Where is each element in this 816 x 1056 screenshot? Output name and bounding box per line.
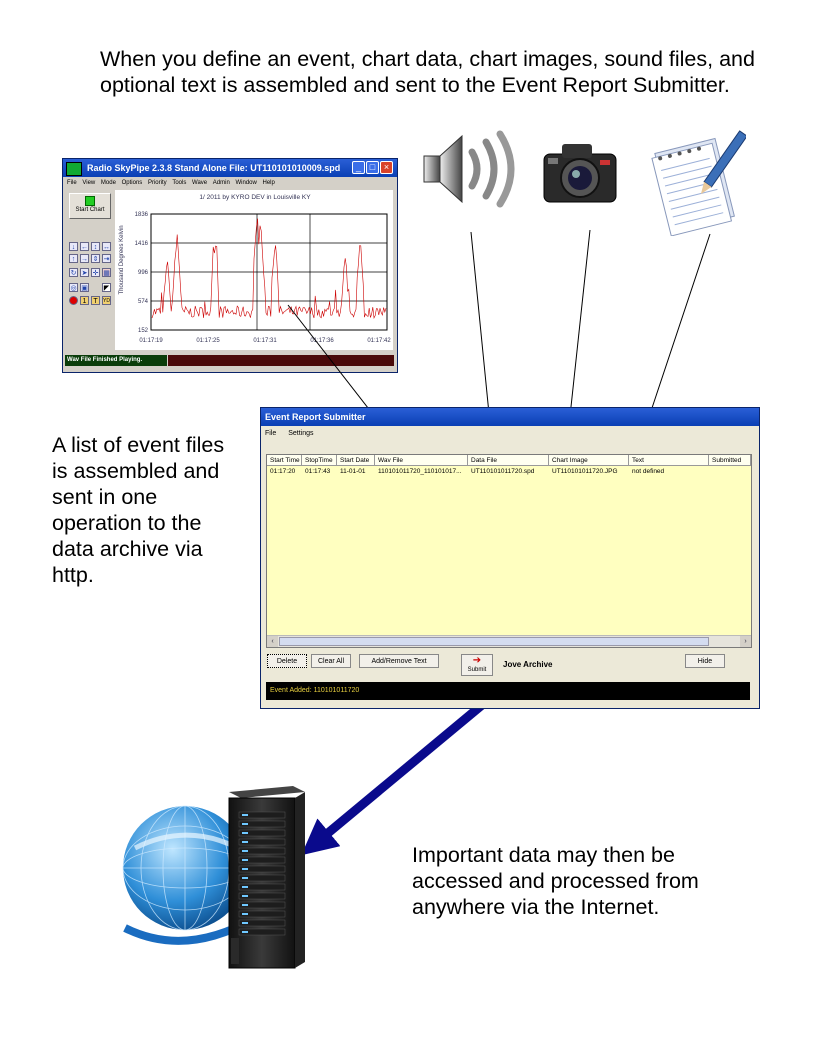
event-report-submitter-window [260,407,760,709]
col-submitted[interactable]: Submitted [709,455,751,466]
close-button[interactable]: × [380,161,393,174]
menu-priority[interactable]: Priority [147,180,167,186]
menu-tools[interactable]: Tools [172,180,187,186]
rack-led [242,904,248,906]
menu-help[interactable]: Help [262,180,275,186]
bottom-caption: Important data may then be accessed and processed from anywhere via the Internet. [412,843,699,919]
arrow-up-icon[interactable]: ↑ [69,254,78,263]
col-start-time[interactable]: Start Time [267,455,302,466]
tool-t-icon[interactable]: T [91,296,100,305]
y-tick-label: 1416 [134,241,148,247]
scroll-end-icon[interactable]: ⇥ [103,256,110,263]
table-cell[interactable]: 01:17:43 [305,468,331,475]
record-icon[interactable]: ● [69,296,78,305]
add-remove-text-button[interactable]: Add/Remove Text [359,654,439,668]
submit-arrow-icon: ➔ [472,655,482,666]
rack-led [242,814,248,816]
expand-horizontal-icon[interactable]: ↔ [103,244,110,251]
arrow-submit-to-server [322,700,488,838]
scroll-right-icon[interactable]: › [740,636,751,647]
rack-led [242,931,248,933]
server-icon [229,786,305,968]
tool-1-icon[interactable]: 1 [80,296,89,305]
menu-settings[interactable]: Settings [288,430,314,437]
start-chart-label: Start Chart [75,207,105,213]
table-cell[interactable]: 01:17:20 [270,468,296,475]
shrink-vertical-icon[interactable]: ⇕ [92,256,99,263]
maximize-button[interactable]: □ [366,161,379,174]
col-stop-time[interactable]: StopTime [302,455,337,466]
expand-vertical-icon[interactable]: ↕ [91,242,100,251]
archive-label: Jove Archive [503,660,553,669]
menu-options[interactable]: Options [121,180,143,186]
left-caption: A list of event files is assembled and sent in one operation to the data archive via http. [52,433,225,587]
y-tick-label: 996 [137,270,148,276]
refresh-icon[interactable]: ↻ [70,270,77,277]
rack-led [242,922,248,924]
skypipe-status: Wav File Finished Playing. [65,355,167,366]
arrow-left-icon[interactable]: ← [81,244,88,251]
submitter-status: Event Added: 110101011720 [266,682,750,700]
col-data-file[interactable]: Data File [468,455,549,466]
scrollbar-thumb[interactable] [279,637,709,646]
table-cell[interactable]: UT110101011720.JPG [552,468,618,475]
rack-led [242,877,248,879]
menu-window[interactable]: Window [235,180,257,186]
x-tick-label: 01:17:25 [196,338,220,344]
rack-led [242,841,248,843]
col-wav-file[interactable]: Wav File [375,455,468,466]
hide-button[interactable]: Hide [685,654,725,668]
rack-led [242,886,248,888]
arrow-right-icon[interactable]: → [81,256,88,263]
table-cell[interactable] [709,467,751,477]
rack-led [242,859,248,861]
x-tick-label: 01:17:31 [253,338,277,344]
chart-title: 1/ 2011 by KYRO DEV in Louisville KY [199,194,311,201]
delete-button[interactable]: Delete [267,654,307,668]
rack-led [242,823,248,825]
submit-label: Submit [467,667,487,673]
marker-icon[interactable]: ◤ [103,285,110,292]
scroll-left-icon[interactable]: ‹ [267,636,278,647]
x-tick-label: 01:17:42 [367,338,391,344]
horizontal-scrollbar[interactable] [267,635,751,647]
skypipe-title: Radio SkyPipe 2.3.8 Stand Alone File: UT110101010009.spd [87,163,341,173]
menu-wave[interactable]: Wave [192,180,208,186]
top-caption: When you define an event, chart data, chart images, sound files, and optional text is assembled and sent to the Event Report Submitter. [100,47,755,97]
menu-file[interactable]: File [265,430,277,437]
arrow-down-icon[interactable]: ↓ [69,242,78,251]
table-cell[interactable]: 11-01-01 [340,468,366,475]
x-tick-label: 01:17:19 [139,338,163,344]
y-axis-label: Thousand Degrees Kelvin [119,225,125,295]
table-cell[interactable]: UT110101011720.spd [471,468,535,475]
submit-button[interactable] [461,654,493,676]
y-tick-label: 152 [137,328,148,334]
rack-led [242,895,248,897]
rack-led [242,850,248,852]
crosshair-icon[interactable]: ✛ [92,270,99,277]
event-list[interactable] [266,454,752,648]
menu-view[interactable]: View [82,180,96,186]
rack-led [242,868,248,870]
col-text[interactable]: Text [629,455,709,466]
menu-admin[interactable]: Admin [212,180,230,186]
x-tick-label: 01:17:36 [310,338,334,344]
col-start-date[interactable]: Start Date [337,455,375,466]
menu-file[interactable]: File [67,180,77,186]
y-tick-label: 1836 [134,212,148,218]
rack-led [242,913,248,915]
submitter-menubar [261,428,759,440]
target-icon[interactable]: ◎ [70,285,77,292]
table-cell[interactable]: not defined [632,468,665,475]
tool-yd-icon[interactable]: YD [103,298,110,304]
y-tick-label: 574 [137,299,148,305]
grid-icon[interactable]: ▦ [103,270,110,277]
pointer-icon[interactable]: ➤ [81,270,88,277]
clear-all-button[interactable]: Clear All [311,654,351,668]
zoom-icon[interactable]: ▣ [81,285,88,292]
table-cell[interactable]: 110101011720_110101017... [378,468,462,475]
minimize-button[interactable]: _ [352,161,365,174]
globe-server-illustration [105,778,335,978]
col-chart-image[interactable]: Chart Image [549,455,629,466]
rack-led [242,832,248,834]
menu-mode[interactable]: Mode [100,180,116,186]
submitter-titlebar[interactable]: Event Report Submitter [261,408,759,426]
